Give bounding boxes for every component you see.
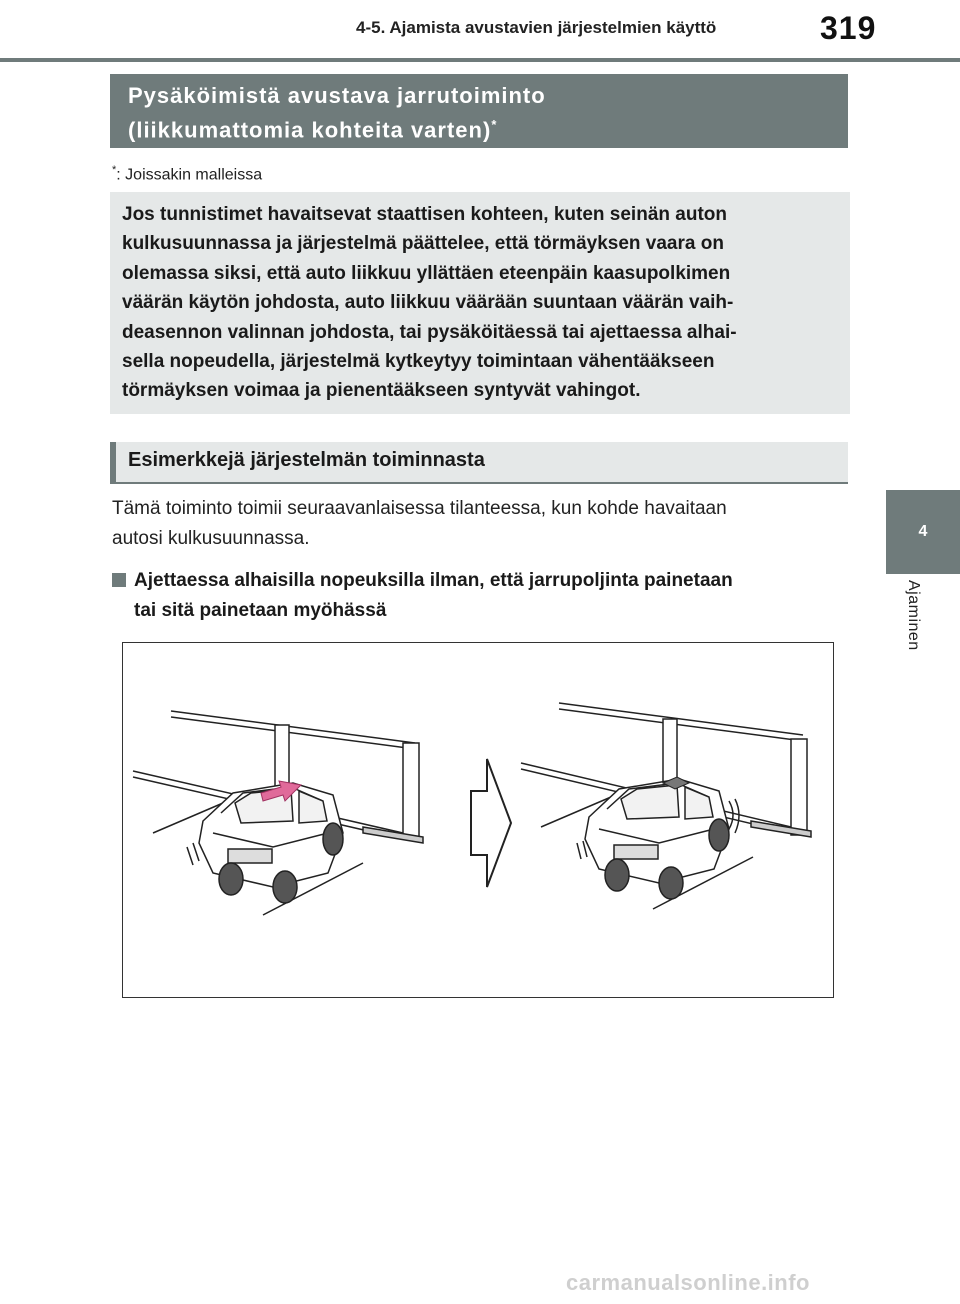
- parking-illustration: [123, 643, 834, 998]
- title-line-2: (liikkumattomia kohteita varten)*: [128, 117, 498, 143]
- illustration-frame: [122, 642, 834, 998]
- title-line-1: Pysäköimistä avustava jarrutoiminto: [128, 83, 546, 108]
- footnote-marker: *: [112, 164, 117, 176]
- intro-panel: [110, 192, 850, 414]
- watermark: carmanualsonline.info: [566, 1270, 810, 1295]
- page-title: [110, 74, 848, 148]
- chapter-tab[interactable]: [886, 490, 960, 574]
- bullet-text: [134, 566, 844, 626]
- footnote: [112, 164, 262, 184]
- scene-before: [133, 711, 423, 915]
- header-rule: [0, 58, 960, 62]
- bullet-line-2: tai sitä painetaan myöhässä: [134, 600, 387, 621]
- scene-after: [521, 703, 811, 909]
- intro-line: väärän käytön johdosta, auto liikkuu väärään suuntaan väärän vaih-: [122, 292, 734, 314]
- intro-line: deasennon valinnan johdosta, tai pysäköitäessä tai ajettaessa alhai-: [122, 321, 737, 343]
- section-heading: Esimerkkejä järjestelmän toiminnasta: [110, 442, 848, 484]
- body-line-1: Tämä toiminto toimii seuraavanlaisessa tilanteessa, kun kohde havaitaan: [112, 498, 727, 519]
- bullet-line-1: Ajettaessa alhaisilla nopeuksilla ilman, että jarrupoljinta painetaan: [134, 570, 733, 591]
- intro-line: Jos tunnistimet havaitsevat staattisen kohteen, kuten seinän auton: [122, 204, 727, 225]
- page-number: 319: [820, 10, 877, 46]
- chapter-number: 4: [918, 523, 928, 540]
- body-line-2: autosi kulkusuunnassa.: [112, 528, 310, 549]
- intro-line: kulkusuunnassa ja järjestelmä päättelee, että törmäyksen vaara on: [122, 233, 724, 255]
- chapter-label: Ajaminen: [905, 580, 922, 651]
- transition-arrow-icon: [471, 759, 511, 887]
- running-header: 4-5. Ajamista avustavien järjestelmien käyttö: [356, 18, 717, 37]
- intro-line: sella nopeudella, järjestelmä kytkeytyy toimintaan vähentääkseen: [122, 351, 715, 373]
- body-paragraph: [112, 494, 842, 554]
- title-asterisk: *: [491, 117, 498, 132]
- intro-line: olemassa siksi, että auto liikkuu yllättäen eteenpäin kaasupolkimen: [122, 262, 731, 284]
- bullet-square-icon: [112, 573, 126, 587]
- footnote-text: : Joissakin malleissa: [116, 166, 263, 184]
- intro-line: törmäyksen voimaa ja pienentääkseen syntyvät vahingot.: [122, 380, 641, 402]
